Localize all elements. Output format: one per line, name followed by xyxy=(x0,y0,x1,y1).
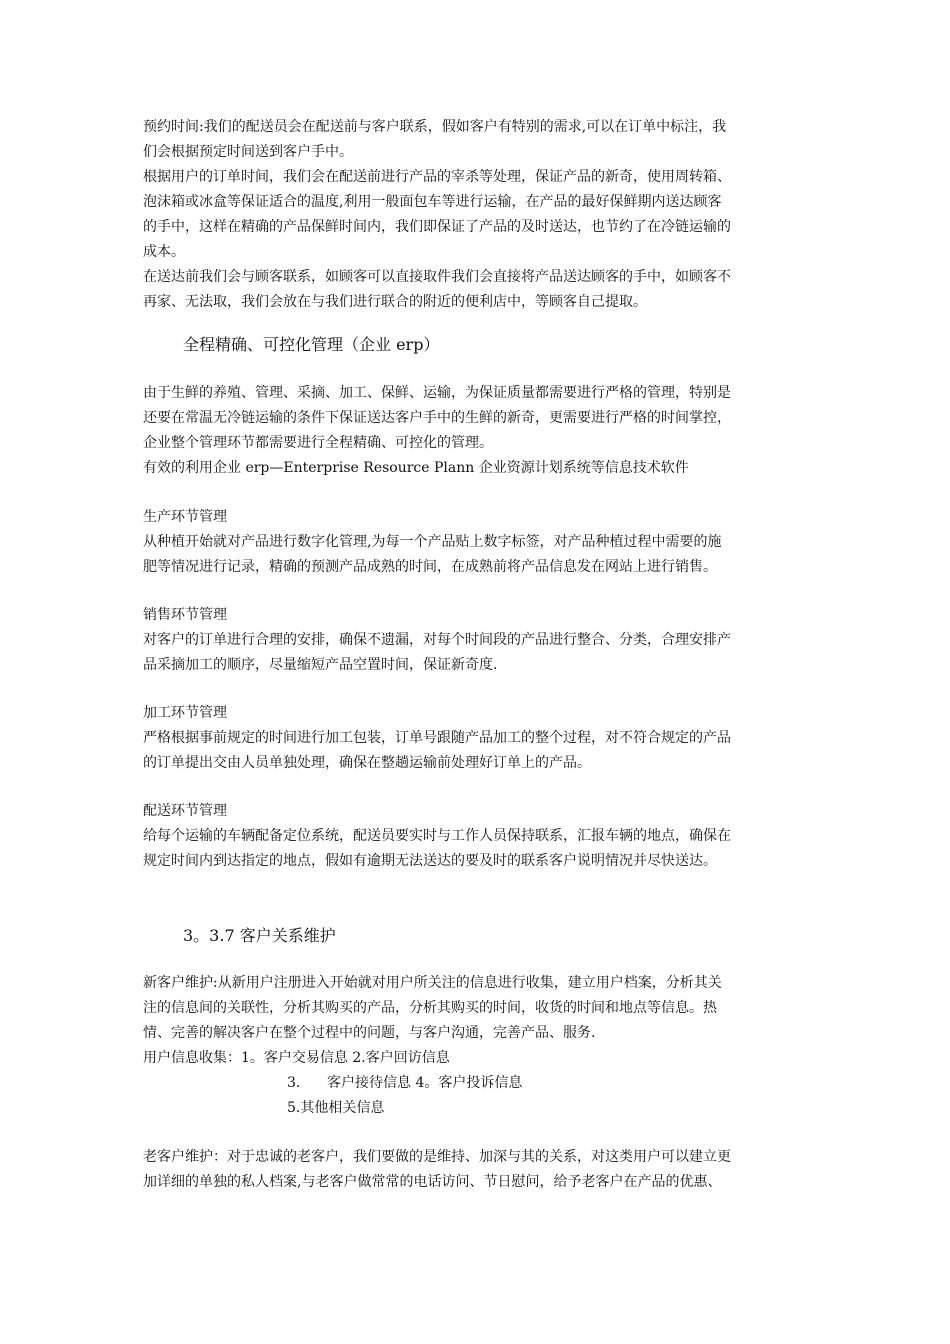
subsection-title: 加工环节管理 xyxy=(143,705,227,721)
text-line: 企业整个管理环节都需要进行全程精确、可控化的管理。 xyxy=(143,435,493,451)
text-line: 们会根据预定时间送到客户手中。 xyxy=(143,144,353,160)
subsection-title: 生产环节管理 xyxy=(143,509,227,525)
section-heading: 3。3.7 客户关系维护 xyxy=(183,926,336,945)
text-line: 有效的利用企业 erp—Enterprise Resource Plann 企业资源计划系统等信息技术软件 xyxy=(143,460,689,476)
text-line: 在送达前我们会与顾客联系，如顾客可以直接取件我们会直接将产品送达顾客的手中，如顾客不 xyxy=(143,269,731,285)
text-line: 根据用户的订单时间，我们会在配送前进行产品的宰杀等处理，保证产品的新奇，使用周转箱、 xyxy=(143,169,731,185)
text-line: 给每个运输的车辆配备定位系统，配送员要实时与工作人员保持联系，汇报车辆的地点，确保在 xyxy=(143,828,731,844)
text-line: 肥等情况进行记录，精确的预测产品成熟的时间，在成熟前将产品信息发在网站上进行销售。 xyxy=(143,559,717,575)
text-line: 的手中，这样在精确的产品保鲜时间内，我们即保证了产品的及时送达，也节约了在冷链运输的 xyxy=(143,219,731,235)
text-line: 再家、无法取，我们会放在与我们进行联合的附近的便利店中，等顾客自己提取。 xyxy=(143,294,647,310)
text-line: 预约时间:我们的配送员会在配送前与客户联系，假如客户有特别的需求,可以在订单中标注，我 xyxy=(143,119,727,135)
text-line: 由于生鲜的养殖、管理、采摘、加工、保鲜、运输，为保证质量都需要进行严格的管理，特别是 xyxy=(143,385,731,401)
text-line: 用户信息收集：1。客户交易信息 2.客户回访信息 xyxy=(143,1050,450,1066)
text-line: 品采摘加工的顺序，尽量缩短产品空置时间，保证新奇度. xyxy=(143,657,498,673)
text-line: 规定时间内到达指定的地点，假如有逾期无法送达的要及时的联系客户说明情况并尽快送达。 xyxy=(143,853,717,869)
text-line: 的订单提出交由人员单独处理，确保在整趟运输前处理好订单上的产品。 xyxy=(143,755,591,771)
list-item: 5.其他相关信息 xyxy=(287,1100,385,1116)
text-line: 从种植开始就对产品进行数字化管理,为每一个产品贴上数字标签，对产品种植过程中需要的施 xyxy=(143,534,722,550)
text-line: 成本。 xyxy=(143,244,185,260)
text-line: 注的信息间的关联性，分析其购买的产品，分析其购买的时间，收货的时间和地点等信息。热 xyxy=(143,1000,717,1016)
text-line: 对客户的订单进行合理的安排，确保不遗漏，对每个时间段的产品进行整合、分类，合理安排产 xyxy=(143,632,731,648)
text-line: 加详细的单独的私人档案,与老客户做常常的电话访问、节日慰问，给予老客户在产品的优惠、 xyxy=(143,1174,722,1190)
text-line: 新客户维护:从新用户注册进入开始就对用户所关注的信息进行收集，建立用户档案，分析其关 xyxy=(143,975,722,991)
section-heading: 全程精确、可控化管理（企业 erp） xyxy=(183,335,440,354)
subsection-title: 配送环节管理 xyxy=(143,803,227,819)
list-item: 3. 客户接待信息 4。客户投诉信息 xyxy=(287,1075,523,1091)
text-line: 严格根据事前规定的时间进行加工包装，订单号跟随产品加工的整个过程，对不符合规定的产品 xyxy=(143,730,731,746)
text-line: 还要在常温无冷链运输的条件下保证送达客户手中的生鲜的新奇，更需要进行严格的时间掌控， xyxy=(143,410,731,426)
text-line: 泡沫箱或冰盒等保证适合的温度,利用一般面包车等进行运输，在产品的最好保鲜期内送达顾客 xyxy=(143,194,722,210)
text-line: 情、完善的解决客户在整个过程中的问题，与客户沟通，完善产品、服务. xyxy=(143,1025,596,1041)
subsection-title: 销售环节管理 xyxy=(143,607,227,623)
text-line: 老客户维护：对于忠诚的老客户，我们要做的是维持、加深与其的关系，对这类用户可以建立更 xyxy=(143,1149,731,1165)
